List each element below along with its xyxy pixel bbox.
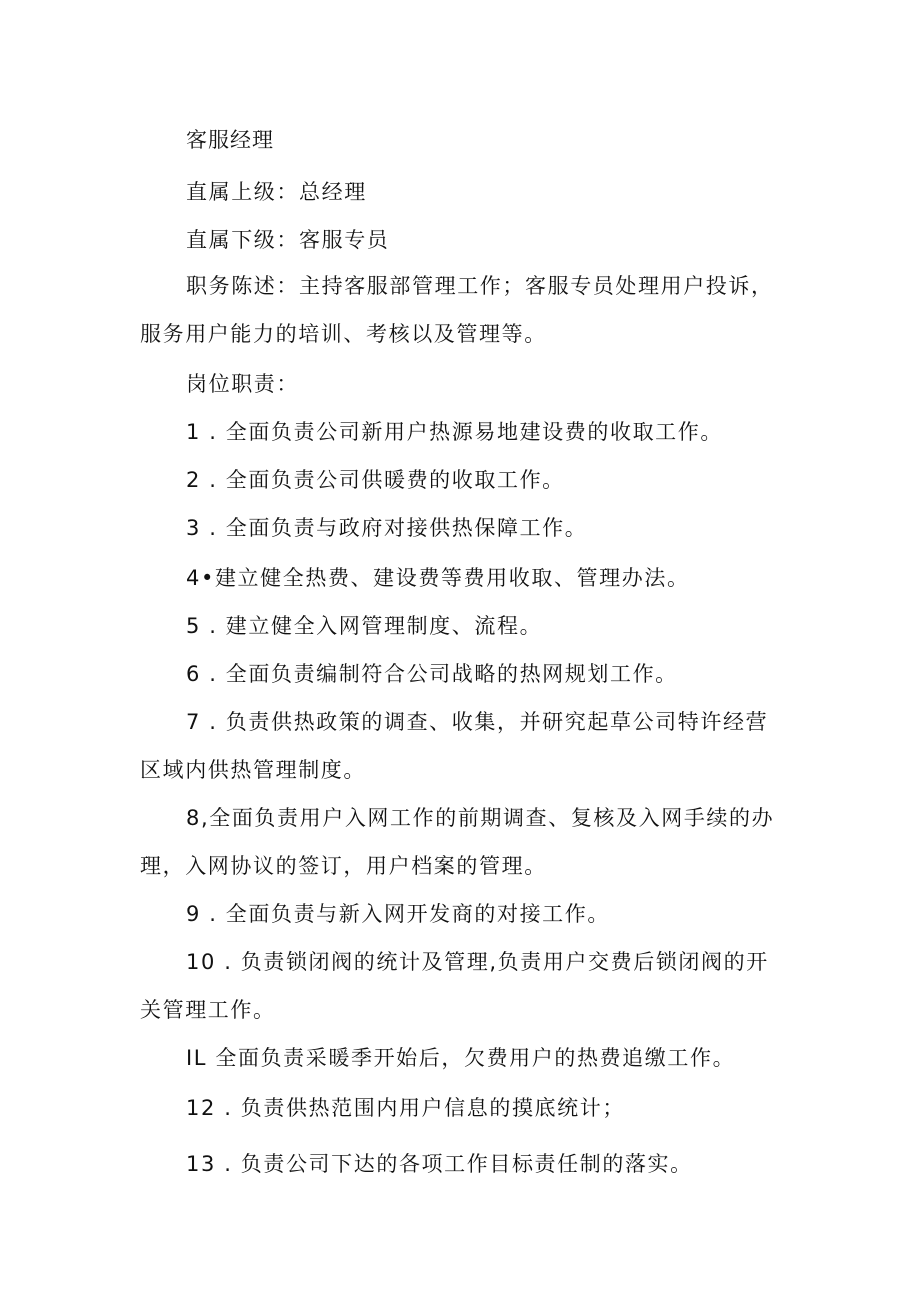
duty-item-8-line-1: 8,全面负责用户入网工作的前期调查、复核及入网手续的办 (186, 806, 775, 830)
duty-item-4: 4•建立健全热费、建设费等费用收取、管理办法。 (186, 566, 690, 590)
description-line-1: 职务陈述：主持客服部管理工作；客服专员处理用户投诉， (186, 274, 774, 298)
duty-item-11: IL 全面负责采暖季开始后，欠费用户的热费追缴工作。 (186, 1046, 736, 1070)
superior-line: 直属上级：总经理 (186, 180, 367, 204)
description-line-2: 服务用户能力的培训、考核以及管理等。 (140, 322, 547, 346)
subordinate-line: 直属下级：客服专员 (186, 228, 390, 252)
duty-item-3: 3 . 全面负责与政府对接供热保障工作。 (186, 516, 588, 540)
duty-item-13: 13 . 负责公司下达的各项工作目标责任制的落实。 (186, 1152, 693, 1176)
duty-item-10-line-1: 10 . 负责锁闭阀的统计及管理,负责用户交费后锁闭阀的开 (186, 950, 769, 974)
duty-item-6: 6 . 全面负责编制符合公司战略的热网规划工作。 (186, 662, 678, 686)
duty-item-10-line-2: 关管理工作。 (140, 998, 276, 1022)
duty-item-5: 5 . 建立健全入网管理制度、流程。 (186, 614, 543, 638)
duty-item-1: 1 . 全面负责公司新用户热源易地建设费的收取工作。 (186, 420, 723, 444)
duty-item-12: 12 . 负责供热范围内用户信息的摸底统计； (186, 1096, 625, 1120)
page-title: 客服经理 (186, 128, 274, 152)
duty-item-7-line-2: 区域内供热管理制度。 (140, 758, 366, 782)
duty-item-8-line-2: 理，入网协议的签订，用户档案的管理。 (140, 854, 547, 878)
duty-item-7-line-1: 7 . 负责供热政策的调查、收集，并研究起草公司特许经营 (186, 710, 769, 734)
duty-item-2: 2 . 全面负责公司供暖费的收取工作。 (186, 468, 565, 492)
duty-item-9: 9 . 全面负责与新入网开发商的对接工作。 (186, 902, 610, 926)
duties-heading: 岗位职责： (186, 372, 299, 396)
